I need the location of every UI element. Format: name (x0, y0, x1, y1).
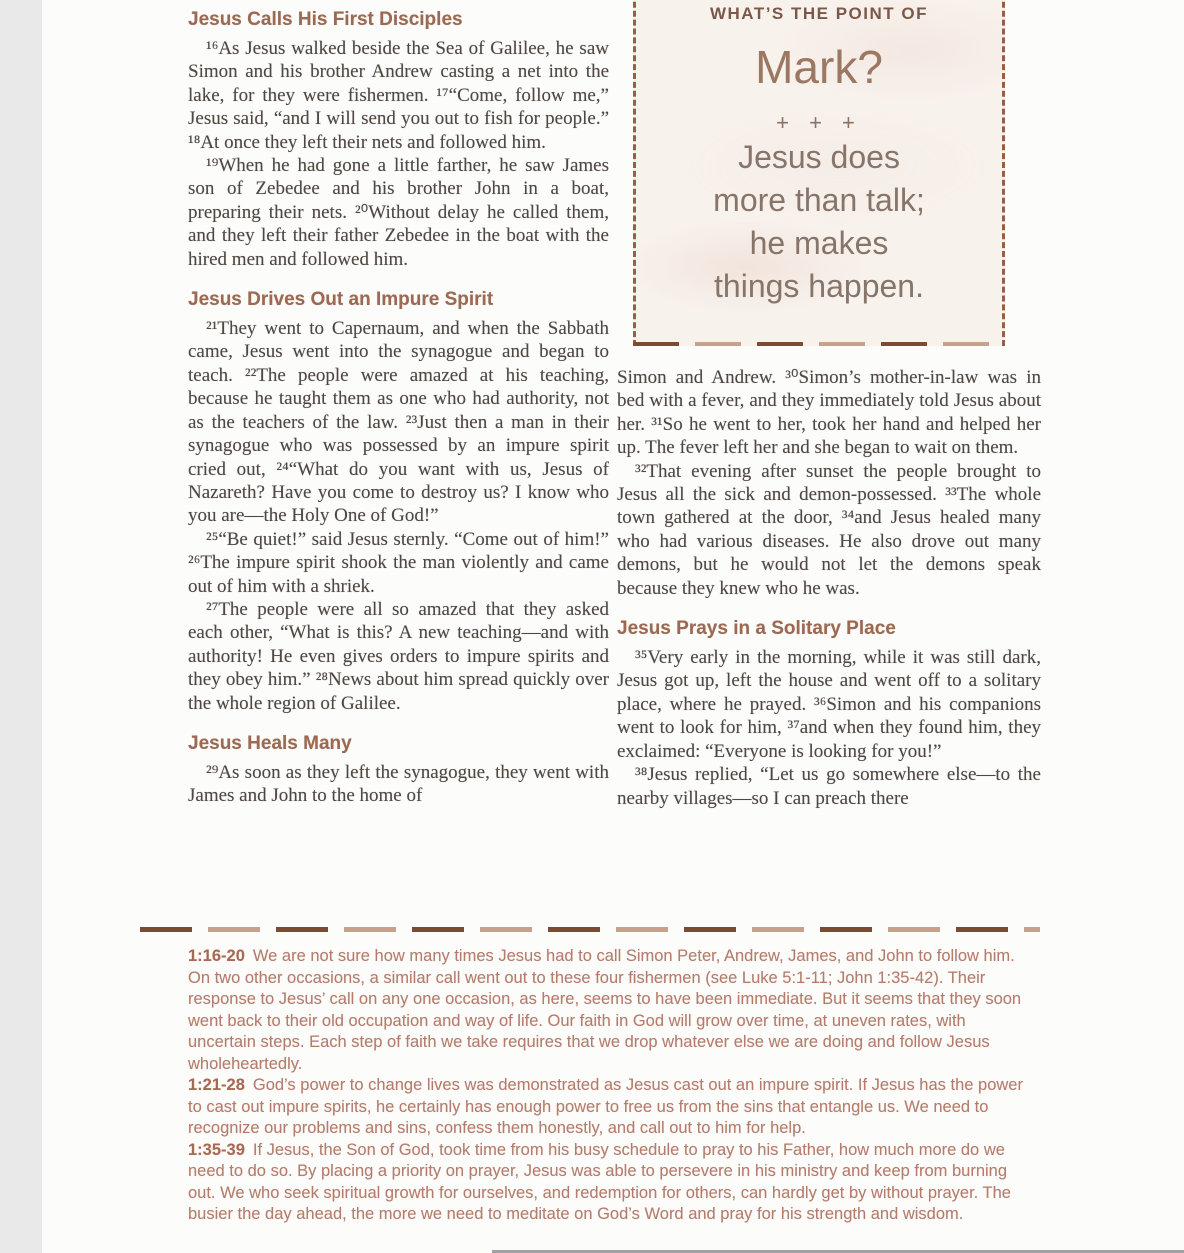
callout-dashed-border (633, 342, 1005, 346)
callout-line: Jesus does (738, 139, 900, 175)
section-heading: Jesus Prays in a Solitary Place (617, 618, 896, 640)
section-heading: Jesus Heals Many (188, 732, 352, 754)
callout-kicker: WHAT’S THE POINT OF (709, 4, 928, 23)
callout-box-whats-the-point (633, 0, 1005, 346)
section-jesus-calls-disciples (188, 8, 609, 271)
bible-paragraph: ²⁷The people were all so amazed that they asked each other, “What is this? A new teaching—and with authority! He even gives orders to impure spirits and they obey him.” ²⁸News about him spread quickly over the whole region of Galilee. (188, 598, 609, 714)
section-heading: Jesus Drives Out an Impure Spirit (188, 289, 494, 311)
note-text: We are not sure how many times Jesus had to call Simon Peter, Andrew, James, and John to follow him. On two other occasions, a similar call went out to these four fishermen (see Luke 5:1-11; John 1:35-42). Their response to Jesus’ call on any one occasion, as here, seems to have been immediate. But it seems that they soon went back to their old occupation and way of life. Our faith in God will grow over time, at uneven rates, with uncertain steps. Each step of faith we take requires that we drop whatever else we are doing and follow Jesus wholeheartedly. (188, 947, 1022, 1073)
dashed-divider (140, 927, 1040, 932)
bible-paragraph-continuation: Simon and Andrew. ³⁰Simon’s mother-in-law was in bed with a fever, and they immediately told Jesus about her. ³¹So he went to her, took her hand and helped her up. The fever left her and she began to wait on them. (617, 367, 1041, 459)
bible-column-left (188, 8, 609, 808)
scan-margin-strip (0, 0, 42, 1253)
section-heading: Jesus Calls His First Disciples (188, 9, 463, 30)
callout-line: things happen. (714, 268, 924, 304)
callout-line: he makes (749, 225, 889, 261)
bible-paragraph: ³⁸Jesus replied, “Let us go somewhere else—to the nearby villages—so I can preach there (617, 764, 1041, 809)
verse-reference: 1:35-39 (188, 1140, 245, 1159)
verse-reference: 1:21-28 (188, 1076, 245, 1094)
bible-paragraph: ¹⁹When he had gone a little farther, he saw James son of Zebedee and his brother John in a boat, preparing their nets. ²⁰Without delay he called them, and they left their father Zebedee in the boat with the hired men and followed him. (188, 155, 609, 270)
study-notes (188, 946, 1030, 1226)
verse-reference: 1:16-20 (188, 947, 245, 965)
cross-ornament: + + + (776, 110, 862, 135)
study-note (188, 946, 1030, 1075)
callout-title: Mark? (755, 41, 883, 93)
bible-paragraph: ¹⁶As Jesus walked beside the Sea of Galilee, he saw Simon and his brother Andrew casting a net into the lake, for they were fishermen. ¹⁷“Come, follow me,” Jesus said, “and I will send you out to fish for people.” ¹⁸At once they left their nets and followed him. (188, 38, 609, 153)
bible-paragraph: ²⁵“Be quiet!” said Jesus sternly. “Come out of him!” ²⁶The impure spirit shook the man violently and came out of him with a shriek. (188, 528, 609, 597)
note-text: God’s power to change lives was demonstrated as Jesus cast out an impure spirit. If Jesus has the power to cast out impure spirits, he certainly has enough power to free us from the sins that entangle us. We need to recognize our problems and sins, confess them honestly, and call out to him for help. (188, 1076, 1023, 1137)
callout-line: more than talk; (713, 182, 925, 218)
bible-paragraph: ²⁹As soon as they left the synagogue, they went with James and John to the home of (188, 761, 609, 807)
section-jesus-heals-many (188, 732, 609, 808)
note-text: If Jesus, the Son of God, took time from his busy schedule to pray to his Father, how much more do we need to do so. By placing a priority on prayer, Jesus was able to persevere in his ministry and keep from burning out. We who seek spiritual growth for ourselves, and redemption for others, can hardly get by without prayer. The busier the day ahead, the more we need to meditate on God’s Word and pray for his strength and wisdom. (188, 1140, 1011, 1223)
section-jesus-prays-solitary (617, 617, 1041, 810)
bible-paragraph: ²¹They went to Capernaum, and when the Sabbath came, Jesus went into the synagogue and began to teach. ²²The people were amazed at his teaching, because he taught them as one who had authority, not as the teachers of the law. ²³Just then a man in their synagogue who was possessed by an impure spirit cried out, ²⁴“What do you want with us, Jesus of Nazareth? Have you come to destroy us? I know who you are—the Holy One of God!” (188, 318, 609, 527)
bible-paragraph: ³²That evening after sunset the people brought to Jesus all the sick and demon-possessed. ³³The whole town gathered at the door, ³⁴and Jesus healed many who had various diseases. He also drove out many demons, but he would not let the demons speak because they knew who he was. (617, 460, 1041, 599)
bible-column-right (617, 366, 1041, 810)
study-note (188, 1140, 1030, 1226)
section-jesus-drives-out-spirit (188, 288, 609, 715)
bible-paragraph: ³⁵Very early in the morning, while it was still dark, Jesus got up, left the house and went off to a solitary place, where he prayed. ³⁶Simon and his companions went to look for him, ³⁷and when they found him, they exclaimed: “Everyone is looking for you!” (617, 647, 1041, 762)
study-note (188, 1075, 1030, 1140)
